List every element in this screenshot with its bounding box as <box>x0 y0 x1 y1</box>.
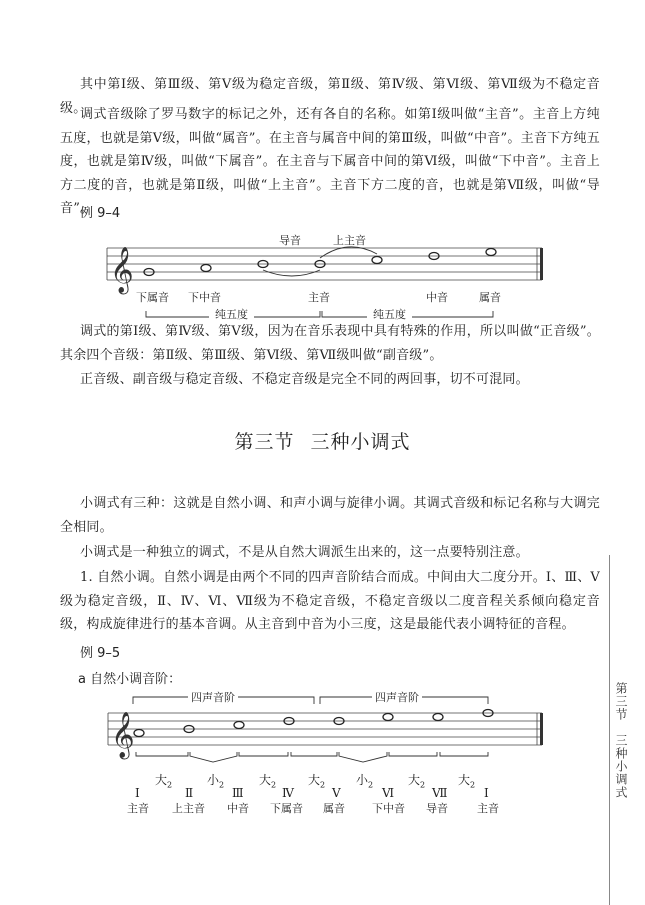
example-caption-natural-minor: a 自然小调音阶： <box>78 672 182 687</box>
interval-label: 小$_2$ <box>356 773 374 790</box>
example-label-9-5: 例 9–5 <box>80 646 121 661</box>
interval-label: 小$_2$ <box>207 773 225 790</box>
interval-label: 大$_2$ <box>408 773 426 790</box>
degree-numeral: Ⅱ <box>185 786 194 800</box>
section-number: 第三节 <box>234 431 295 453</box>
paragraph-independent-mode: 小调式是一种独立的调式，不是从自然大调派生出来的，这一点要特别注意。 <box>80 545 529 560</box>
paragraph-stable-degrees: 其中第Ⅰ级、第Ⅲ级、第Ⅴ级为稳定音级，第Ⅱ级、第Ⅳ级、第Ⅵ级、第Ⅶ级为不稳定音级。 <box>60 77 600 116</box>
example-label-9-4: 例 9–4 <box>80 206 121 221</box>
label-perfect-fifth-lower: 纯五度 <box>209 306 254 322</box>
degree-name: 主音 <box>477 802 499 815</box>
interval-label: 大$_2$ <box>308 773 326 790</box>
label-tetrachord-lower: 四声音阶 <box>188 689 238 705</box>
degree-name: 属音 <box>323 802 345 815</box>
interval-label: 大$_2$ <box>259 773 277 790</box>
degree-name: 下属音 <box>270 802 303 815</box>
degree-numeral: Ⅲ <box>232 786 244 800</box>
degree-numeral: Ⅵ <box>382 786 395 800</box>
interval-label: 大$_2$ <box>458 773 476 790</box>
paragraph-degree-names: 调式音级除了罗马数字的标记之外，还有各自的名称。如第Ⅰ级叫做“主音”。主音上方纯五度，也就是第Ⅴ级，叫做“属音”。在主音与属音中间的第Ⅲ级，叫做“中音”。主音下方纯五度，也就是第Ⅳ级，叫做“下属音”。在主音与下属音中间的第Ⅵ级，叫做“下中音”。主音上方二度的音，也就是第Ⅱ级，叫做“上主音”。主音下方二度的音，也就是第Ⅶ级，叫做“导音”。 <box>60 107 600 216</box>
label-subdominant: 下属音 <box>136 291 169 304</box>
svg-text:𝄞: 𝄞 <box>110 247 134 293</box>
label-dominant: 属音 <box>479 291 501 304</box>
section-title: 三种小调式 <box>310 431 411 453</box>
degree-name: 下中音 <box>372 802 405 815</box>
paragraph-primary-degrees: 调式的第Ⅰ级、第Ⅳ级、第Ⅴ级，因为在音乐表现中具有特殊的作用，所以叫做“正音级”。其余四个音级：第Ⅱ级、第Ⅲ级、第Ⅵ级、第Ⅶ级叫做“副音级”。 <box>60 324 600 363</box>
interval-label: 大$_2$ <box>155 773 173 790</box>
degree-numeral: Ⅴ <box>332 786 341 800</box>
svg-text:𝄞: 𝄞 <box>111 712 135 758</box>
label-supertonic: 上主音 <box>333 234 366 247</box>
degree-name: 主音 <box>127 802 149 815</box>
label-leading-tone: 导音 <box>279 234 301 247</box>
degree-name: 中音 <box>227 802 249 815</box>
label-perfect-fifth-upper: 纯五度 <box>367 306 412 322</box>
degree-name: 上主音 <box>172 802 205 815</box>
sidebar-divider <box>609 555 610 905</box>
degree-name: 导音 <box>426 802 448 815</box>
label-mediant: 中音 <box>426 291 448 304</box>
degree-numeral: Ⅰ <box>484 786 489 800</box>
paragraph-natural-minor: 1. 自然小调。自然小调是由两个不同的四声音阶结合而成。中间由大二度分开。Ⅰ、Ⅲ、Ⅴ级为稳定音级，Ⅱ、Ⅳ、Ⅵ、Ⅶ级为不稳定音级，不稳定音级以二度音程关系倾向稳定音级，构成旋律进行的基本音调。从主音到中音为小三度，这是最能代表小调特征的音程。 <box>60 570 600 632</box>
degree-numeral: Ⅶ <box>432 786 448 800</box>
paragraph-distinction: 正音级、副音级与稳定音级、不稳定音级是完全不同的两回事，切不可混同。 <box>80 372 529 387</box>
paragraph-three-minors: 小调式有三种：这就是自然小调、和声小调与旋律小调。其调式音级和标记名称与大调完全相同。 <box>60 496 600 535</box>
label-tetrachord-upper: 四声音阶 <box>372 689 422 705</box>
sidebar-section-tab: 第三节 三种小调式 <box>614 682 628 799</box>
notes-9-5 <box>134 710 493 737</box>
degree-numeral: Ⅳ <box>282 786 294 800</box>
degree-numeral: Ⅰ <box>135 786 140 800</box>
label-tonic: 主音 <box>308 291 330 304</box>
label-submediant: 下中音 <box>188 291 221 304</box>
